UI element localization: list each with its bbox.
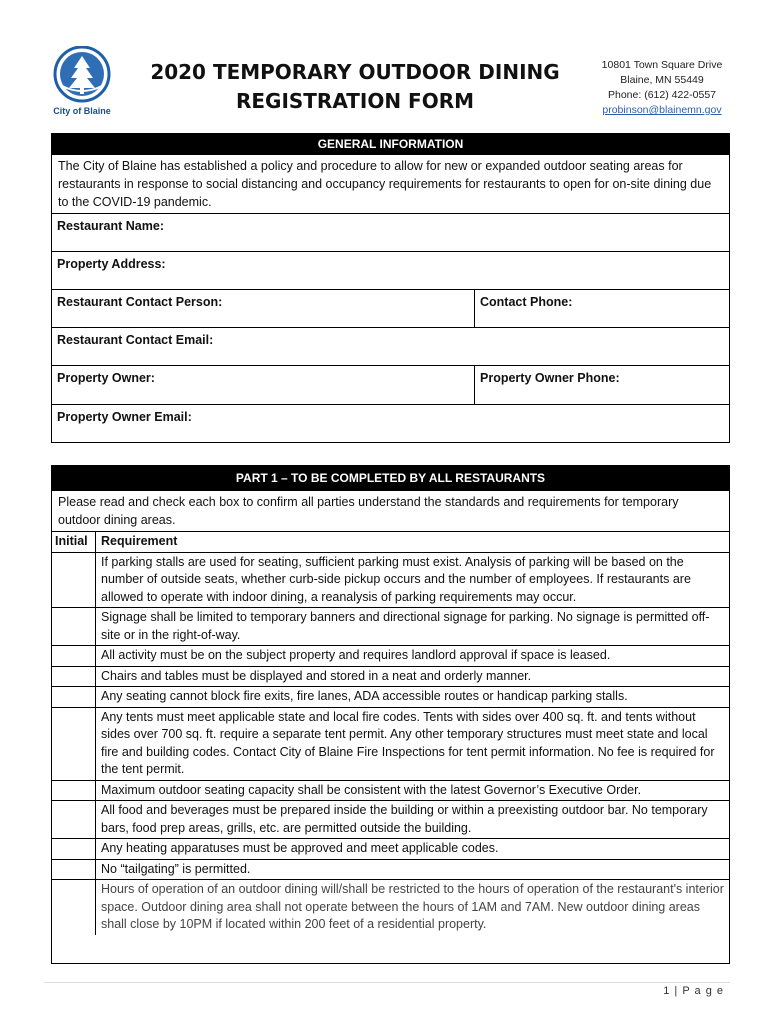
contact-person-row (52, 289, 729, 327)
logo-text: City of Blaine (53, 106, 111, 116)
requirements-header-row (52, 532, 729, 553)
initial-box[interactable] (52, 552, 96, 608)
requirement-text: If parking stalls are used for seating, sufficient parking must exist. Analysis of parking will be based on the number of outside seats, whether curb-side pickup occurs and the number of employees. If restaurants are allowed to operate with indoor dining, a reanalysis of parking requirements may occur. (96, 552, 730, 608)
title-line-2: REGISTRATION FORM (235, 89, 475, 113)
initial-box[interactable] (52, 880, 96, 935)
requirement-row (52, 839, 729, 860)
initial-box[interactable] (52, 707, 96, 780)
requirement-row (52, 880, 729, 935)
owner-email-field[interactable] (52, 404, 729, 443)
requirement-row (52, 801, 729, 839)
requirement-row (52, 707, 729, 780)
contact-phone-label: Contact Phone: (480, 295, 573, 309)
requirement-text: Maximum outdoor seating capacity shall be consistent with the latest Governor’s Executive Order. (96, 780, 730, 801)
part1-section (51, 465, 730, 964)
requirement-column-header: Requirement (96, 532, 730, 553)
general-information-section (51, 133, 730, 443)
contact-email-link[interactable]: probinson@blainemn.gov (602, 104, 722, 116)
address-line-2: Blaine, MN 55449 (620, 74, 704, 86)
requirement-row (52, 608, 729, 646)
requirement-row (52, 687, 729, 708)
property-address-field[interactable] (52, 251, 729, 289)
owner-email-label: Property Owner Email: (57, 410, 192, 424)
contact-phone-text: Phone: (612) 422-0557 (608, 89, 716, 101)
owner-phone-label: Property Owner Phone: (480, 371, 620, 385)
restaurant-name-label: Restaurant Name: (57, 219, 164, 233)
requirement-text: Chairs and tables must be displayed and stored in a neat and orderly manner. (96, 666, 730, 687)
property-address-label: Property Address: (57, 257, 166, 271)
requirements-table (52, 531, 729, 935)
requirement-text: All activity must be on the subject property and requires landlord approval if space is leased. (96, 646, 730, 667)
restaurant-name-field[interactable] (52, 213, 729, 251)
part1-heading: PART 1 – TO BE COMPLETED BY ALL RESTAURANTS (52, 466, 729, 491)
contact-email-field[interactable] (52, 327, 729, 365)
contact-phone-field[interactable] (474, 290, 729, 327)
requirement-text: Any seating cannot block fire exits, fire lanes, ADA accessible routes or handicap parking stalls. (96, 687, 730, 708)
footer-divider (44, 982, 730, 983)
city-logo (50, 46, 114, 120)
requirement-text: Signage shall be limited to temporary banners and directional signage for parking. No signage is permitted off-site or in the right-of-way. (96, 608, 730, 646)
requirement-text: All food and beverages must be prepared inside the building or within a preexisting outdoor bar. No temporary bars, food prep areas, grills, etc. are permitted outside the building. (96, 801, 730, 839)
requirement-text: No “tailgating” is permitted. (96, 859, 730, 880)
initial-box[interactable] (52, 646, 96, 667)
initial-box[interactable] (52, 780, 96, 801)
owner-phone-field[interactable] (474, 366, 729, 404)
contact-block (580, 58, 744, 118)
contact-person-label[interactable]: Restaurant Contact Person: (57, 295, 223, 309)
page-title (140, 58, 570, 116)
initial-box[interactable] (52, 839, 96, 860)
address-line-1: 10801 Town Square Drive (601, 59, 723, 71)
initial-box[interactable] (52, 666, 96, 687)
general-information-heading: GENERAL INFORMATION (52, 134, 729, 155)
requirement-row (52, 666, 729, 687)
initial-box[interactable] (52, 859, 96, 880)
requirement-text: Any tents must meet applicable state and local fire codes. Tents with sides over 400 sq. ft. and tents without sides over 700 sq. ft. require a separate tent permit. Any other temporary structures must meet state and local fire and building codes. Contact City of Blaine Fire Inspections for tent permit information. No fee is required for the tent permit. (96, 707, 730, 780)
requirement-row (52, 780, 729, 801)
part1-intro-text: Please read and check each box to confirm all parties understand the standards and requirements for temporary outdoor dining areas. (58, 495, 679, 527)
initial-box[interactable] (52, 608, 96, 646)
initial-column-header: Initial (52, 532, 96, 553)
general-intro-text: The City of Blaine has established a policy and procedure to allow for new or expanded outdoor seating areas for restaurants in response to social distancing and occupancy requirements for restaurants to open for on-site dining due to the COVID-19 pandemic. (58, 159, 712, 209)
property-owner-label[interactable]: Property Owner: (57, 371, 155, 385)
title-line-1: 2020 TEMPORARY OUTDOOR DINING (150, 60, 560, 84)
contact-email-label: Restaurant Contact Email: (57, 333, 214, 347)
requirement-row (52, 646, 729, 667)
requirement-row (52, 859, 729, 880)
requirement-text: Any heating apparatuses must be approved and meet applicable codes. (96, 839, 730, 860)
requirement-row (52, 552, 729, 608)
requirement-text: Hours of operation of an outdoor dining will/shall be restricted to the hours of operation of the restaurant's interior space. Outdoor dining area shall not operate between the hours of 1AM and 7AM. New outdoor dining areas shall close by 10PM if located within 200 feet of a residential property. (96, 880, 730, 935)
initial-box[interactable] (52, 687, 96, 708)
property-owner-row (52, 365, 729, 404)
initial-box[interactable] (52, 801, 96, 839)
page-number: 1 | P a g e (663, 985, 724, 997)
